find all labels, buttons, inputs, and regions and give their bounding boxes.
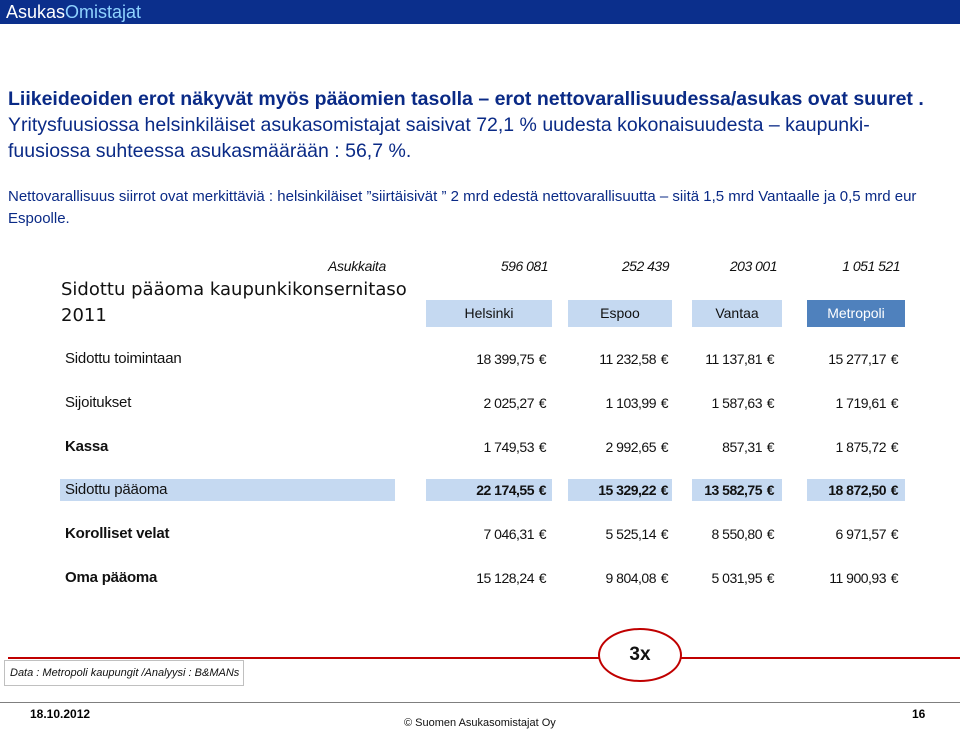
- callout-oval: [598, 628, 682, 682]
- headline-line-2: Yritysfuusiossa helsinkiläiset asukasomistajat saisivat 72,1 % uudesta kokonaisuudesta – kaupunki-: [8, 114, 870, 136]
- cell-espoo: [556, 526, 668, 542]
- euro-icon: €: [538, 526, 546, 542]
- brand-logo: [6, 0, 141, 24]
- euro-icon: €: [660, 439, 668, 455]
- cell-metropoli: [786, 526, 898, 542]
- euro-icon: €: [660, 395, 668, 411]
- cell-espoo: [556, 351, 668, 367]
- title-bar: [0, 0, 960, 24]
- euro-icon: €: [660, 351, 668, 367]
- column-header-espoo: Espoo: [568, 300, 672, 327]
- euro-icon: €: [660, 526, 668, 542]
- cell-value: 18 399,75: [476, 351, 534, 367]
- euro-icon: €: [538, 439, 546, 455]
- euro-icon: €: [766, 570, 774, 586]
- cell-value: 18 872,50: [828, 482, 886, 498]
- callout-line: [8, 657, 960, 659]
- cell-espoo: [556, 395, 668, 411]
- column-header-helsinki: Helsinki: [426, 300, 552, 327]
- brand-part-2: Omistajat: [65, 2, 142, 22]
- cell-value: 11 900,93: [829, 570, 886, 586]
- cell-value: 5 525,14: [605, 526, 656, 542]
- cell-espoo: [556, 570, 668, 586]
- cell-metropoli: [786, 395, 898, 411]
- cell-metropoli: [786, 482, 898, 498]
- cell-value: 5 031,95: [711, 570, 762, 586]
- row-label: Kassa: [65, 438, 109, 455]
- cell-value: 13 582,75: [704, 482, 762, 498]
- cell-vantaa: [662, 482, 774, 498]
- cell-value: 11 137,81: [705, 351, 762, 367]
- euro-icon: €: [766, 526, 774, 542]
- cell-value: 22 174,55: [476, 482, 534, 498]
- cell-value: 7 046,31: [483, 526, 534, 542]
- cell-vantaa: [662, 395, 774, 411]
- footer-date: 18.10.2012: [30, 707, 91, 721]
- cell-value: 857,31: [722, 439, 762, 455]
- cell-metropoli: [786, 351, 898, 367]
- cell-value: 1 103,99: [605, 395, 656, 411]
- euro-icon: €: [890, 526, 898, 542]
- row-label: Korolliset velat: [65, 525, 170, 542]
- cell-helsinki: [434, 570, 546, 586]
- cell-value: 1 749,53: [483, 439, 534, 455]
- row-label: Sidottu pääoma: [65, 481, 168, 498]
- cell-value: 1 587,63: [711, 395, 762, 411]
- euro-icon: €: [890, 351, 898, 367]
- cell-helsinki: [434, 482, 546, 498]
- column-header-metropoli: Metropoli: [807, 300, 905, 327]
- cell-value: 15 128,24: [476, 570, 534, 586]
- table-title: Sidottu pääoma kaupunkikonsernitaso: [61, 279, 407, 300]
- inhabitants-vantaa: 203 001: [729, 258, 777, 274]
- euro-icon: €: [766, 395, 774, 411]
- euro-icon: €: [890, 395, 898, 411]
- euro-icon: €: [660, 482, 668, 498]
- inhabitants-metropoli: 1 051 521: [842, 258, 900, 274]
- callout-text: 3x: [629, 644, 651, 665]
- euro-icon: €: [660, 570, 668, 586]
- euro-icon: €: [766, 351, 774, 367]
- cell-value: 15 329,22: [598, 482, 656, 498]
- footer-copyright: © Suomen Asukasomistajat Oy: [404, 717, 556, 729]
- cell-value: 2 025,27: [483, 395, 534, 411]
- cell-value: 1 719,61: [835, 395, 886, 411]
- cell-helsinki: [434, 439, 546, 455]
- row-label: Sidottu toimintaan: [65, 350, 182, 367]
- euro-icon: €: [766, 439, 774, 455]
- cell-helsinki: [434, 351, 546, 367]
- row-label: Sijoitukset: [65, 394, 132, 411]
- cell-value: 6 971,57: [835, 526, 886, 542]
- headline: [8, 86, 948, 164]
- euro-icon: €: [890, 570, 898, 586]
- inhabitants-helsinki: 596 081: [500, 258, 548, 274]
- euro-icon: €: [890, 482, 898, 498]
- cell-value: 9 804,08: [605, 570, 656, 586]
- euro-icon: €: [766, 482, 774, 498]
- headline-line-1: Liikeideoiden erot näkyvät myös pääomien tasolla – erot nettovarallisuudessa/asukas ovat suuret .: [8, 88, 924, 110]
- euro-icon: €: [538, 570, 546, 586]
- cell-vantaa: [662, 439, 774, 455]
- cell-value: 8 550,80: [711, 526, 762, 542]
- inhabitants-label: Asukkaita: [328, 258, 386, 274]
- cell-value: 2 992,65: [605, 439, 656, 455]
- lead-paragraph: Nettovarallisuus siirrot ovat merkittäviä : helsinkiläiset ”siirtäisivät ” 2 mrd edestä nettovarallisuutta – siitä 1,5 mrd Vantaalle ja 0,5 mrd eur Espoolle.: [8, 188, 917, 227]
- page-number: 16: [912, 707, 926, 721]
- cell-vantaa: [662, 570, 774, 586]
- euro-icon: €: [538, 351, 546, 367]
- euro-icon: €: [890, 439, 898, 455]
- cell-metropoli: [786, 439, 898, 455]
- headline-line-3: fuusiossa suhteessa asukasmäärään : 56,7 %.: [8, 140, 412, 162]
- cell-vantaa: [662, 526, 774, 542]
- source-note: Data : Metropoli kaupungit /Analyysi : B&MANs: [10, 667, 240, 679]
- table-year: 2011: [61, 305, 107, 326]
- cell-vantaa: [662, 351, 774, 367]
- column-header-vantaa: Vantaa: [692, 300, 782, 327]
- euro-icon: €: [538, 395, 546, 411]
- brand-part-1: Asukas: [6, 2, 66, 22]
- cell-value: 15 277,17: [828, 351, 886, 367]
- cell-metropoli: [786, 570, 898, 586]
- cell-helsinki: [434, 395, 546, 411]
- cell-espoo: [556, 482, 668, 498]
- cell-helsinki: [434, 526, 546, 542]
- row-label: Oma pääoma: [65, 569, 158, 586]
- footer-divider: [0, 702, 960, 703]
- cell-value: 1 875,72: [835, 439, 886, 455]
- euro-icon: €: [538, 482, 546, 498]
- cell-value: 11 232,58: [599, 351, 656, 367]
- inhabitants-espoo: 252 439: [621, 258, 669, 274]
- cell-espoo: [556, 439, 668, 455]
